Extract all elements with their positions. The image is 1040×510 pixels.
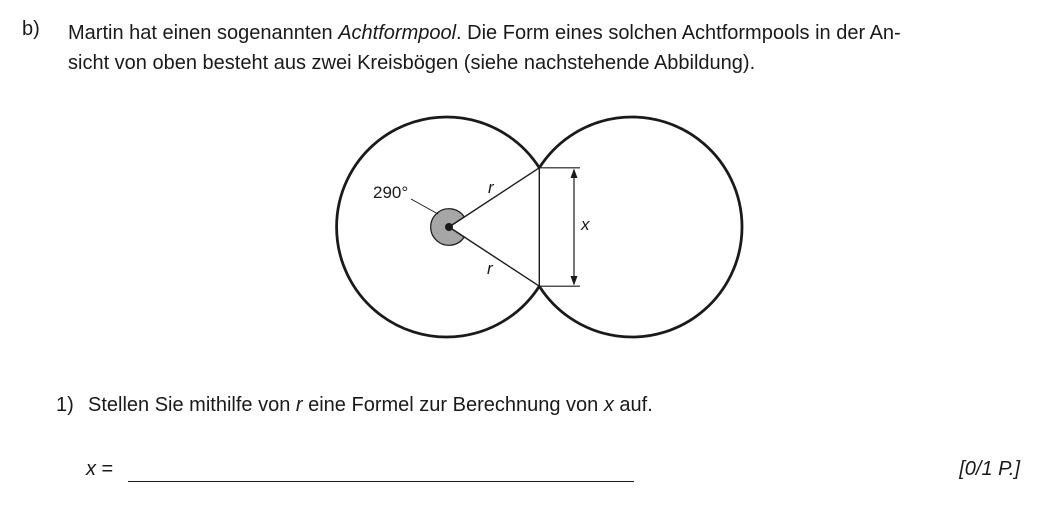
right-circle-arc	[539, 117, 742, 337]
angle-leader	[411, 199, 438, 214]
question-label: 1)	[56, 394, 74, 416]
radius-bottom	[449, 227, 539, 286]
radius-top	[449, 168, 539, 227]
center-point	[445, 223, 453, 231]
radius-label-bottom: r	[487, 259, 493, 278]
intro-line-1: Martin hat einen sogenannten Achtformpool. Die Form eines solchen Achtformpools in der An-	[68, 22, 901, 44]
term-achtformpool: Achtformpool	[338, 22, 457, 44]
intro-line-2: sicht von oben besteht aus zwei Kreisbögen (siehe nachstehende Abbildung).	[68, 52, 756, 74]
var-x: x	[603, 394, 614, 416]
angle-label: 290°	[373, 183, 409, 202]
answer-blank-line[interactable]	[128, 481, 634, 482]
dimension-arrow-top	[571, 169, 578, 179]
answer-var-x: x	[86, 458, 96, 480]
chord-label: x	[581, 215, 590, 234]
question-text: Stellen Sie mithilfe von r eine Formel zur Berechnung von x auf.	[88, 394, 653, 416]
radius-label-top: r	[488, 178, 494, 197]
var-r: r	[295, 394, 303, 416]
dimension-arrow-bottom	[571, 276, 578, 286]
points-label: [0/1 P.]	[959, 458, 1020, 480]
part-label: b)	[22, 18, 40, 40]
answer-lhs: x =	[86, 458, 114, 480]
